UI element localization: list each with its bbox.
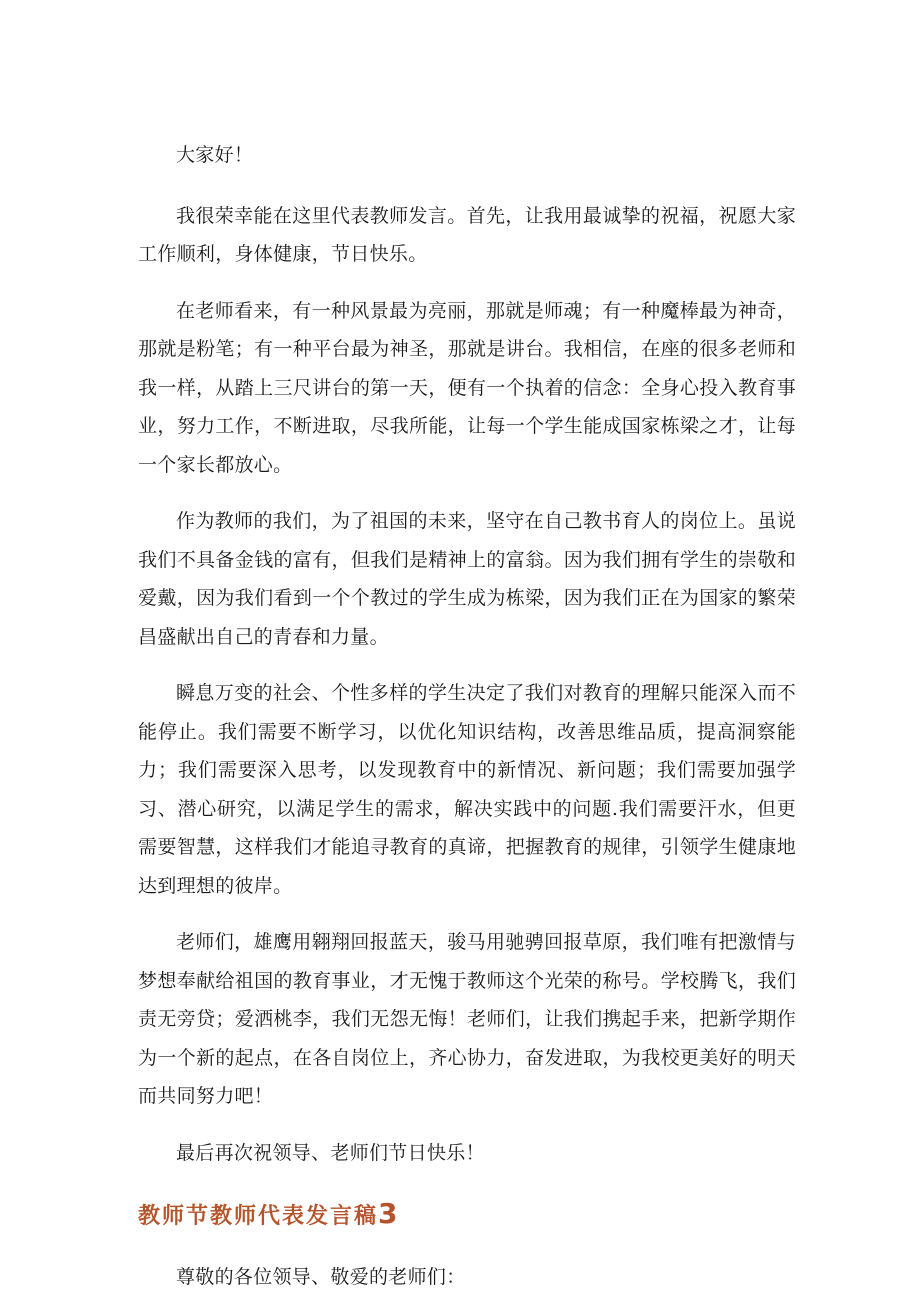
- greeting-paragraph: 大家好！: [176, 144, 254, 166]
- learning-paragraph: 瞬息万变的社会、个性多样的学生决定了我们对教育的理解只能深入而不能停止。我们需要不断学习，以优化知识结构，改善思维品质，提高洞察能力；我们需要深入思考，以发现教育中的新情况、新问题；我们需要加强学习、潜心研究，以满足学生的需求，解决实践中的问题.我们需要汗水，但更需要智慧，这样我们才能追寻教育的真谛，把握教育的规律，引领学生健康地达到理想的彼岸。: [138, 682, 796, 897]
- section-heading: [138, 1194, 796, 1236]
- section-heading-number: 3: [378, 1197, 398, 1230]
- call-to-action-paragraph: 老师们，雄鹰用翱翔回报蓝天，骏马用驰骋回报草原，我们唯有把激情与梦想奉献给祖国的教育事业，才无愧于教师这个光荣的称号。学校腾飞，我们责无旁贷；爱洒桃李，我们无怨无悔！老师们，让我们携起手来，把新学期作为一个新的起点，在各自岗位上，齐心协力，奋发进取，为我校更美好的明天而共同努力吧！: [138, 931, 796, 1107]
- teacher-view-paragraph: 在老师看来，有一种风景最为亮丽，那就是师魂；有一种魔棒最为神奇，那就是粉笔；有一种平台最为神圣，那就是讲台。我相信，在座的很多老师和我一样，从踏上三尺讲台的第一天，便有一个执着的信念：全身心投入教育事业，努力工作，不断进取，尽我所能，让每一个学生能成国家栋梁之才，让每一个家长都放心。: [138, 299, 796, 476]
- closing-paragraph: 最后再次祝领导、老师们节日快乐！: [176, 1141, 485, 1164]
- document-page: [138, 136, 796, 1315]
- opening-paragraph: 我很荣幸能在这里代表教师发言。首先，让我用最诚挚的祝福，祝愿大家工作顺利，身体健康，节日快乐。: [138, 204, 796, 265]
- section-heading-text: 教师节教师代表发言稿: [138, 1203, 379, 1229]
- teacher-role-paragraph: 作为教师的我们，为了祖国的未来，坚守在自己教书育人的岗位上。虽说我们不具备金钱的富有，但我们是精神上的富翁。因为我们拥有学生的崇敬和爱戴，因为我们看到一个个教过的学生成为栋梁，因为我们正在为国家的繁荣昌盛献出自己的青春和力量。: [138, 510, 796, 648]
- salutation-paragraph: 尊敬的各位领导、敬爱的老师们：: [176, 1266, 466, 1288]
